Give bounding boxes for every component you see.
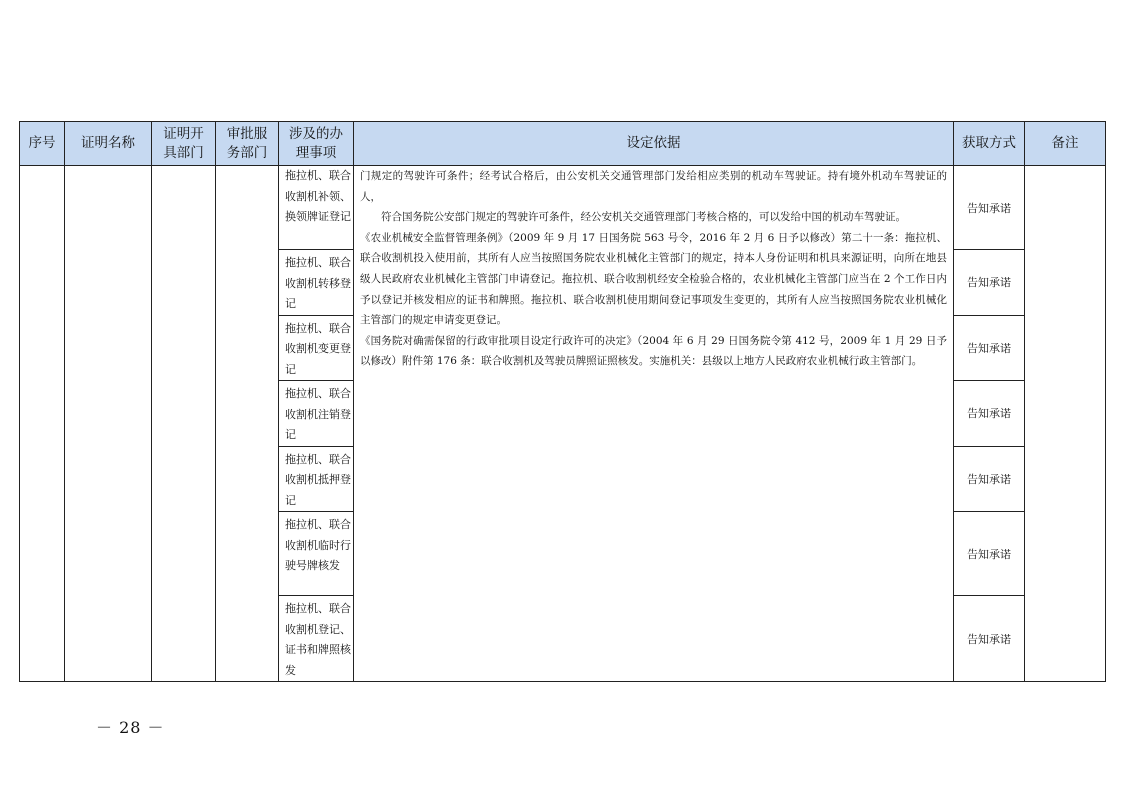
- cell-matter: [279, 315, 354, 381]
- matter-text: 拖拉机、联合收割机转移登记: [285, 256, 351, 310]
- cell-basis: [354, 166, 954, 682]
- matter-text: 拖拉机、联合收割机变更登记: [285, 321, 351, 376]
- cell-matter: [279, 381, 354, 447]
- header-issuer: [152, 122, 216, 166]
- header-matters: [279, 122, 354, 166]
- cell-method: 告知承诺: [954, 381, 1025, 447]
- page-number: － 28 －: [96, 718, 165, 737]
- header-approver: [216, 122, 279, 166]
- cell-matter: [279, 512, 354, 596]
- cell-cert-name: [65, 166, 152, 682]
- cell-matter: [279, 446, 354, 512]
- matter-text: 拖拉机、联合收割机登记、证书和牌照核发: [285, 602, 351, 677]
- basis-p4: 《国务院对确需保留的行政审批项目设定行政许可的决定》（2004 年 6 月 29 日国务院令第 412 号，2009 年 1 月 29 日予以修改）附件第 176 条：联合收割机及驾驶员牌照证照核发。实施机关：县级以上地方人民政府农业机械行政主管部门。: [360, 334, 947, 368]
- header-basis: 设定依据: [354, 122, 954, 166]
- cell-matter: [279, 166, 354, 250]
- cell-issuer: [152, 166, 216, 682]
- header-issuer-text: 证明开具部门: [163, 125, 204, 161]
- header-remark: 备注: [1025, 122, 1106, 166]
- basis-p2: 符合国务院公安部门规定的驾驶许可条件，经公安机关交通管理部门考核合格的，可以发给中国的机动车驾驶证。: [381, 211, 906, 224]
- cell-remark: [1025, 166, 1106, 682]
- cell-method: 告知承诺: [954, 166, 1025, 250]
- cell-method: 告知承诺: [954, 596, 1025, 682]
- items-table: [19, 121, 1106, 682]
- header-cert-name: 证明名称: [65, 122, 152, 166]
- cell-method: 告知承诺: [954, 315, 1025, 381]
- header-approver-text: 审批服务部门: [226, 125, 268, 161]
- basis-p1: 门规定的驾驶许可条件；经考试合格后，由公安机关交通管理部门发给相应类别的机动车驾驶证。持有境外机动车驾驶证的人，: [360, 170, 947, 203]
- basis-text: [354, 166, 953, 372]
- cell-method: 告知承诺: [954, 250, 1025, 316]
- cell-approver: [216, 166, 279, 682]
- header-method: 获取方式: [954, 122, 1025, 166]
- cell-method: 告知承诺: [954, 512, 1025, 596]
- matter-text: 拖拉机、联合收割机补领、换领牌证登记: [285, 169, 351, 223]
- header-seq: 序号: [20, 122, 65, 166]
- basis-p3: 《农业机械安全监督管理条例》（2009 年 9 月 17 日国务院 563 号令，2016 年 2 月 6 日予以修改）第二十一条：拖拉机、联合收割机投入使用前，其所有人应当按照国务院农业机械化主管部门的规定，持本人身份证明和机具来源证明，向所在地县级人民政府农业机械化主管部门申请登记。拖拉机、联合收割机经安全检验合格的，农业机械化主管部门应当在 2 个工作日内予以登记并核发相应的证书和牌照。拖拉机、联合收割机使用期间登记事项发生变更的，其所有人应当按照国务院农业机械化主管部门的规定申请变更登记。: [360, 231, 947, 327]
- matter-text: 拖拉机、联合收割机注销登记: [285, 387, 351, 441]
- table-header-row: [20, 122, 1106, 166]
- cell-matter: [279, 250, 354, 316]
- cell-matter: [279, 596, 354, 682]
- table-row: [20, 166, 1106, 250]
- matter-text: 拖拉机、联合收割机抵押登记: [285, 452, 351, 507]
- cell-method: 告知承诺: [954, 446, 1025, 512]
- header-matters-text: 涉及的办理事项: [288, 125, 343, 161]
- cell-seq: [20, 166, 65, 682]
- matter-text: 拖拉机、联合收割机临时行驶号牌核发: [285, 518, 351, 572]
